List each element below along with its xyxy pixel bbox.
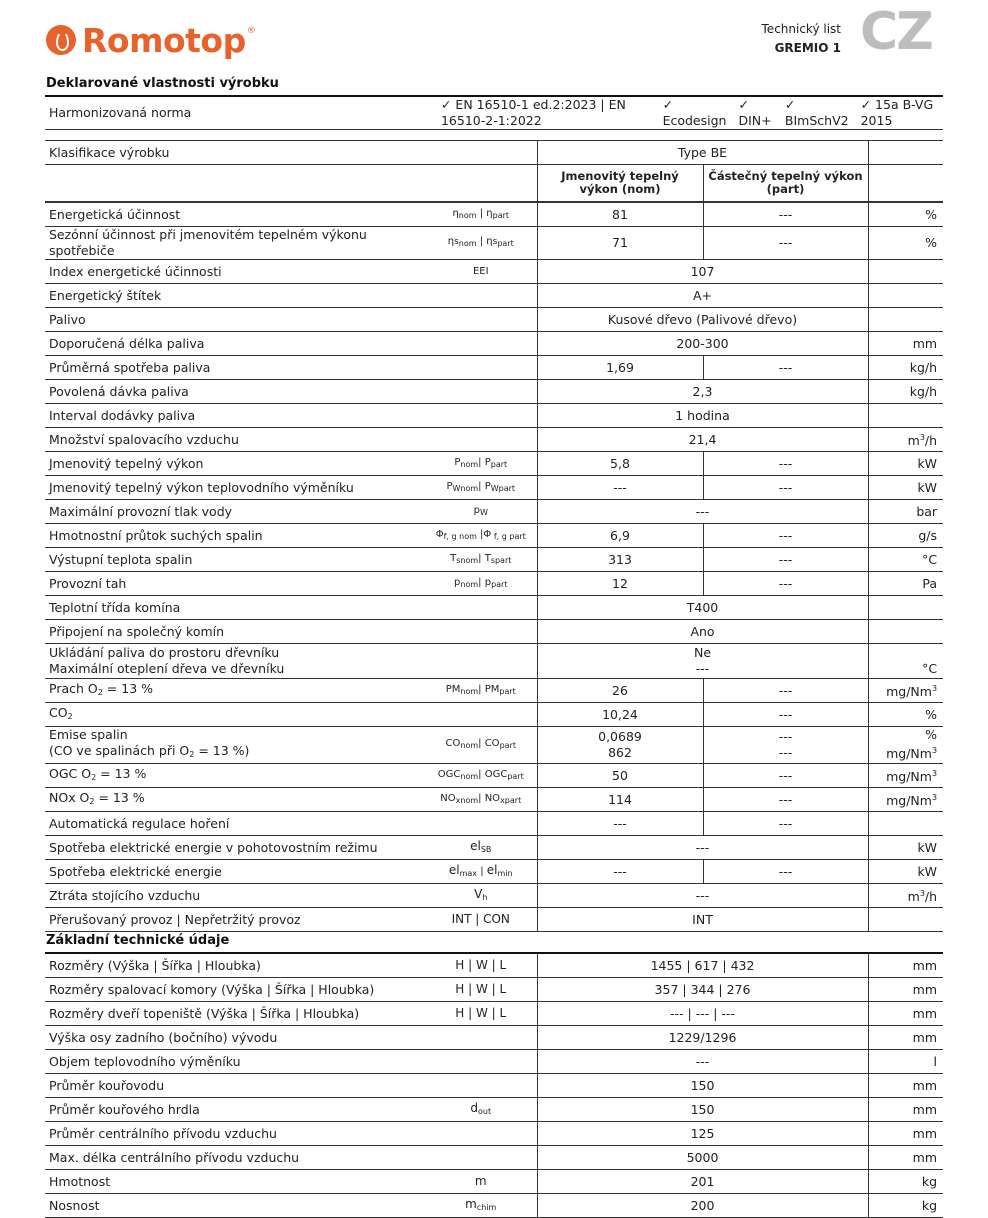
table-row <box>45 227 943 260</box>
table-row <box>45 260 943 284</box>
property-label: Palivo <box>45 308 425 332</box>
property-value: 1229/1296 <box>537 1026 868 1050</box>
property-label: Max. délka centrálního přívodu vzduchu <box>45 1146 425 1170</box>
property-unit: mg/Nm$^3$ <box>868 679 943 703</box>
property-symbol <box>425 1050 537 1074</box>
table-row <box>45 500 943 524</box>
property-symbol: $d_{out}$ <box>425 1098 537 1122</box>
value-part: --- <box>703 476 868 500</box>
property-value: 1455 | 617 | 432 <box>537 954 868 978</box>
property-label: Prach $O_2 = 13$ % <box>45 679 425 703</box>
property-symbol: $T_{snom}|$ $T_{spart}$ <box>425 548 537 572</box>
property-unit: kg <box>868 1170 943 1194</box>
property-value: 357 | 344 | 276 <box>537 978 868 1002</box>
unit-cell <box>868 141 943 165</box>
property-symbol <box>425 620 537 644</box>
table-row <box>45 644 943 679</box>
table-row <box>45 954 943 978</box>
norm-item: ✓ 15a B-VG 2015 <box>860 97 934 128</box>
property-unit: l <box>868 1050 943 1074</box>
table-row <box>45 404 943 428</box>
property-symbol: EEI <box>425 260 537 284</box>
property-unit: % <box>868 703 943 727</box>
table-row <box>45 524 943 548</box>
property-label: Ukládání paliva do prostoru dřevníku Maximální oteplení dřeva ve dřevníku <box>45 644 425 679</box>
table-row <box>45 860 943 884</box>
table-row <box>45 452 943 476</box>
property-symbol <box>425 812 537 836</box>
table-row <box>45 978 943 1002</box>
property-value: 200-300 <box>537 332 868 356</box>
property-unit: mg/Nm$^3$ <box>868 788 943 812</box>
value-nom: 12 <box>537 572 703 596</box>
classification-value: Type BE <box>537 141 868 165</box>
property-label: $CO_2$ <box>45 703 425 727</box>
property-label: Automatická regulace hoření <box>45 812 425 836</box>
norm-item: ✓ Ecodesign <box>662 97 727 128</box>
property-label: Index energetické účinnosti <box>45 260 425 284</box>
value-nom: 26 <box>537 679 703 703</box>
value-nom: --- <box>537 860 703 884</box>
property-label: NOx $O_2 = 13$ % <box>45 788 425 812</box>
property-unit <box>868 284 943 308</box>
norm-item: ✓ EN 16510-1 ed.2:2023 | EN 16510-2-1:2022 <box>440 97 626 128</box>
property-symbol: H | W | L <box>425 1002 537 1026</box>
property-value: A+ <box>537 284 868 308</box>
property-value: Ne --- <box>537 644 868 679</box>
property-unit: kg/h <box>868 356 943 380</box>
table-row <box>45 202 943 227</box>
table-row <box>45 764 943 788</box>
property-label: Povolená dávka paliva <box>45 380 425 404</box>
property-unit: % <box>868 227 943 260</box>
property-unit: mg/Nm$^3$ <box>868 764 943 788</box>
property-symbol: $m_{chim}$ <box>425 1194 537 1218</box>
property-value: T400 <box>537 596 868 620</box>
property-label: Doporučená délka paliva <box>45 332 425 356</box>
property-label: Rozměry (Výška | Šířka | Hloubka) <box>45 954 425 978</box>
value-part: --- <box>703 202 868 227</box>
property-symbol <box>425 1074 537 1098</box>
unit-cell <box>868 165 943 203</box>
value-nom: --- <box>537 476 703 500</box>
property-label: Průměr centrálního přívodu vzduchu <box>45 1122 425 1146</box>
table-row <box>45 356 943 380</box>
property-unit: mm <box>868 954 943 978</box>
property-symbol <box>425 428 537 452</box>
property-symbol: $\eta s_{nom}$ | $\eta s_{part}$ <box>425 227 537 260</box>
value-nom: 114 <box>537 788 703 812</box>
table-row <box>45 703 943 727</box>
property-label: Interval dodávky paliva <box>45 404 425 428</box>
property-label: Rozměry spalovací komory (Výška | Šířka | Hloubka) <box>45 978 425 1002</box>
property-unit: g/s <box>868 524 943 548</box>
property-symbol: $p_W$ <box>425 500 537 524</box>
table-row <box>45 908 943 932</box>
technical-data-table <box>45 954 943 1218</box>
property-unit <box>868 812 943 836</box>
spacer <box>45 130 943 141</box>
property-symbol <box>425 644 537 679</box>
value-part: --- <box>703 703 868 727</box>
property-value: Kusové dřevo (Palivové dřevo) <box>537 308 868 332</box>
property-unit: $m^3/h$ <box>868 884 943 908</box>
property-label: Jmenovitý tepelný výkon <box>45 452 425 476</box>
property-unit: mm <box>868 1146 943 1170</box>
property-unit: Pa <box>868 572 943 596</box>
property-symbol <box>425 284 537 308</box>
spacer-row <box>45 130 943 141</box>
property-value: 5000 <box>537 1146 868 1170</box>
property-unit: kg/h <box>868 380 943 404</box>
table-row <box>45 1122 943 1146</box>
column-header-part: Částečný tepelný výkon (part) <box>703 165 868 203</box>
property-label: Spotřeba elektrické energie <box>45 860 425 884</box>
property-label: Provozní tah <box>45 572 425 596</box>
table-row <box>45 836 943 860</box>
property-label: OGC $O_2 = 13$ % <box>45 764 425 788</box>
value-nom: 81 <box>537 202 703 227</box>
table-row <box>45 679 943 703</box>
value-part: --- <box>703 356 868 380</box>
property-unit: mm <box>868 1002 943 1026</box>
property-symbol: H | W | L <box>425 954 537 978</box>
property-symbol <box>425 332 537 356</box>
value-nom: 0,0689 862 <box>537 727 703 764</box>
table-row <box>45 620 943 644</box>
property-symbol <box>425 356 537 380</box>
value-part: --- --- <box>703 727 868 764</box>
property-label: Jmenovitý tepelný výkon teplovodního výměníku <box>45 476 425 500</box>
property-unit: kg <box>868 1194 943 1218</box>
property-unit <box>868 596 943 620</box>
property-symbol: $el_{SB}$ <box>425 836 537 860</box>
property-symbol: $OGC_{nom}|$ $OGC_{part}$ <box>425 764 537 788</box>
value-part: --- <box>703 452 868 476</box>
property-label: Teplotní třída komína <box>45 596 425 620</box>
table-row <box>45 812 943 836</box>
table-row <box>45 1098 943 1122</box>
property-symbol <box>425 1146 537 1170</box>
value-part: --- <box>703 764 868 788</box>
property-value: 125 <box>537 1122 868 1146</box>
property-label: Energetický štítek <box>45 284 425 308</box>
property-unit: $m^3/h$ <box>868 428 943 452</box>
registered-mark: ® <box>246 26 256 36</box>
table-row <box>45 1050 943 1074</box>
property-unit: °C <box>868 548 943 572</box>
property-symbol: $P_{nom}|$ $P_{part}$ <box>425 452 537 476</box>
property-value: 107 <box>537 260 868 284</box>
property-symbol <box>425 1122 537 1146</box>
property-symbol <box>425 380 537 404</box>
blank <box>45 165 537 203</box>
property-symbol: INT | CON <box>425 908 537 932</box>
table-row <box>45 1026 943 1050</box>
property-symbol <box>425 703 537 727</box>
value-part: --- <box>703 227 868 260</box>
table-row <box>45 1002 943 1026</box>
declared-properties-table <box>45 97 943 932</box>
property-label: Rozměry dveří topeniště (Výška | Šířka | Hloubka) <box>45 1002 425 1026</box>
property-symbol: m <box>425 1170 537 1194</box>
table-row <box>45 1170 943 1194</box>
table-row <box>45 788 943 812</box>
property-unit: mm <box>868 1026 943 1050</box>
property-unit: bar <box>868 500 943 524</box>
property-symbol: $p_{nom}|$ $p_{part}$ <box>425 572 537 596</box>
property-symbol: $P_{Wnom}|$ $P_{Wpart}$ <box>425 476 537 500</box>
column-header-nom: Jmenovitý tepelný výkon (nom) <box>537 165 703 203</box>
property-symbol: $NO_{xnom}|$ $NO_{xpart}$ <box>425 788 537 812</box>
property-value: 150 <box>537 1074 868 1098</box>
table-row <box>45 332 943 356</box>
norm-item: ✓ BImSchV2 <box>784 97 849 128</box>
norm-list <box>425 97 943 130</box>
property-value: 201 <box>537 1170 868 1194</box>
property-symbol <box>425 308 537 332</box>
table-row <box>45 476 943 500</box>
property-unit <box>868 404 943 428</box>
property-label: Spotřeba elektrické energie v pohotovostním režimu <box>45 836 425 860</box>
property-symbol: H | W | L <box>425 978 537 1002</box>
property-label: Připojení na společný komín <box>45 620 425 644</box>
property-label: Maximální provozní tlak vody <box>45 500 425 524</box>
property-label: Ztráta stojícího vzduchu <box>45 884 425 908</box>
value-part: --- <box>703 788 868 812</box>
property-symbol: $CO_{nom}|$ $CO_{part}$ <box>425 727 537 764</box>
table-row <box>45 1074 943 1098</box>
table-row <box>45 380 943 404</box>
property-symbol: $\Phi_{f, g nom}$ |Φ $_{f, g part}$ <box>425 524 537 548</box>
property-symbol <box>425 404 537 428</box>
section-title-technical: Základní technické údaje <box>46 933 230 948</box>
value-nom: --- <box>537 812 703 836</box>
property-symbol: $PM_{nom}|$ $PM_{part}$ <box>425 679 537 703</box>
classification-label: Klasifikace výrobku <box>45 141 537 165</box>
property-unit: mm <box>868 1098 943 1122</box>
property-unit <box>868 620 943 644</box>
property-value: Ano <box>537 620 868 644</box>
doc-type: Technický list <box>761 22 841 36</box>
property-unit: mm <box>868 332 943 356</box>
language-code: CZ <box>860 2 932 62</box>
value-nom: 1,69 <box>537 356 703 380</box>
value-nom: 6,9 <box>537 524 703 548</box>
property-unit: mm <box>868 1122 943 1146</box>
property-value: 150 <box>537 1098 868 1122</box>
flame-icon <box>46 25 76 55</box>
property-label: Nosnost <box>45 1194 425 1218</box>
property-unit: % mg/Nm$^3$ <box>868 727 943 764</box>
property-value: 21,4 <box>537 428 868 452</box>
table-row <box>45 308 943 332</box>
property-label: Hmotnostní průtok suchých spalin <box>45 524 425 548</box>
property-label: Výstupní teplota spalin <box>45 548 425 572</box>
section-title-declared: Deklarované vlastnosti výrobku <box>46 76 279 91</box>
value-nom: 10,24 <box>537 703 703 727</box>
model-name: GREMIO 1 <box>774 41 841 55</box>
property-value: 200 <box>537 1194 868 1218</box>
property-label: Množství spalovacího vzduchu <box>45 428 425 452</box>
property-value: 1 hodina <box>537 404 868 428</box>
property-label: Průměrná spotřeba paliva <box>45 356 425 380</box>
value-part: --- <box>703 572 868 596</box>
value-nom: 71 <box>537 227 703 260</box>
property-label: Objem teplovodního výměníku <box>45 1050 425 1074</box>
property-unit: °C <box>868 644 943 679</box>
value-nom: 50 <box>537 764 703 788</box>
property-value: --- <box>537 500 868 524</box>
property-symbol: $V_h$ <box>425 884 537 908</box>
brand-logo <box>46 20 256 60</box>
value-part: --- <box>703 679 868 703</box>
value-part: --- <box>703 548 868 572</box>
table-row <box>45 572 943 596</box>
norm-item: ✓ DIN+ <box>738 97 772 128</box>
value-nom: 5,8 <box>537 452 703 476</box>
document-header <box>762 20 841 58</box>
property-unit <box>868 260 943 284</box>
property-unit: kW <box>868 476 943 500</box>
table-row <box>45 284 943 308</box>
property-label: Energetická účinnost <box>45 202 425 227</box>
property-value: --- <box>537 884 868 908</box>
property-unit <box>868 308 943 332</box>
property-unit: mm <box>868 978 943 1002</box>
column-header-row <box>45 165 943 203</box>
property-label: Přerušovaný provoz | Nepřetržitý provoz <box>45 908 425 932</box>
table-row <box>45 548 943 572</box>
brand-name: Romotop <box>82 20 246 60</box>
property-unit: kW <box>868 836 943 860</box>
value-part: --- <box>703 812 868 836</box>
table-row <box>45 727 943 764</box>
table-row <box>45 884 943 908</box>
property-label: Průměr kouřového hrdla <box>45 1098 425 1122</box>
property-value: 2,3 <box>537 380 868 404</box>
property-symbol: $\eta_{nom}$ | $\eta_{part}$ <box>425 202 537 227</box>
norm-label: Harmonizovaná norma <box>45 97 425 130</box>
table-row <box>45 1146 943 1170</box>
property-label: Výška osy zadního (bočního) vývodu <box>45 1026 425 1050</box>
property-symbol: $el_{max}$ | $el_{min}$ <box>425 860 537 884</box>
table-row <box>45 428 943 452</box>
property-label: Emise spalin (CO ve spalinách při $O_2 = 13$ %) <box>45 727 425 764</box>
property-value: --- <box>537 1050 868 1074</box>
property-unit: mm <box>868 1074 943 1098</box>
classification-row <box>45 141 943 165</box>
property-label: Průměr kouřovodu <box>45 1074 425 1098</box>
property-symbol <box>425 596 537 620</box>
norm-row <box>45 97 943 130</box>
table-row <box>45 596 943 620</box>
property-value: INT <box>537 908 868 932</box>
property-unit: kW <box>868 860 943 884</box>
value-part: --- <box>703 524 868 548</box>
property-unit: kW <box>868 452 943 476</box>
property-label: Hmotnost <box>45 1170 425 1194</box>
value-nom: 313 <box>537 548 703 572</box>
property-value: --- | --- | --- <box>537 1002 868 1026</box>
property-symbol <box>425 1026 537 1050</box>
property-unit: % <box>868 202 943 227</box>
property-label: Sezónní účinnost při jmenovitém tepelném výkonu spotřebiče <box>45 227 425 260</box>
property-value: --- <box>537 836 868 860</box>
value-part: --- <box>703 860 868 884</box>
property-unit <box>868 908 943 932</box>
